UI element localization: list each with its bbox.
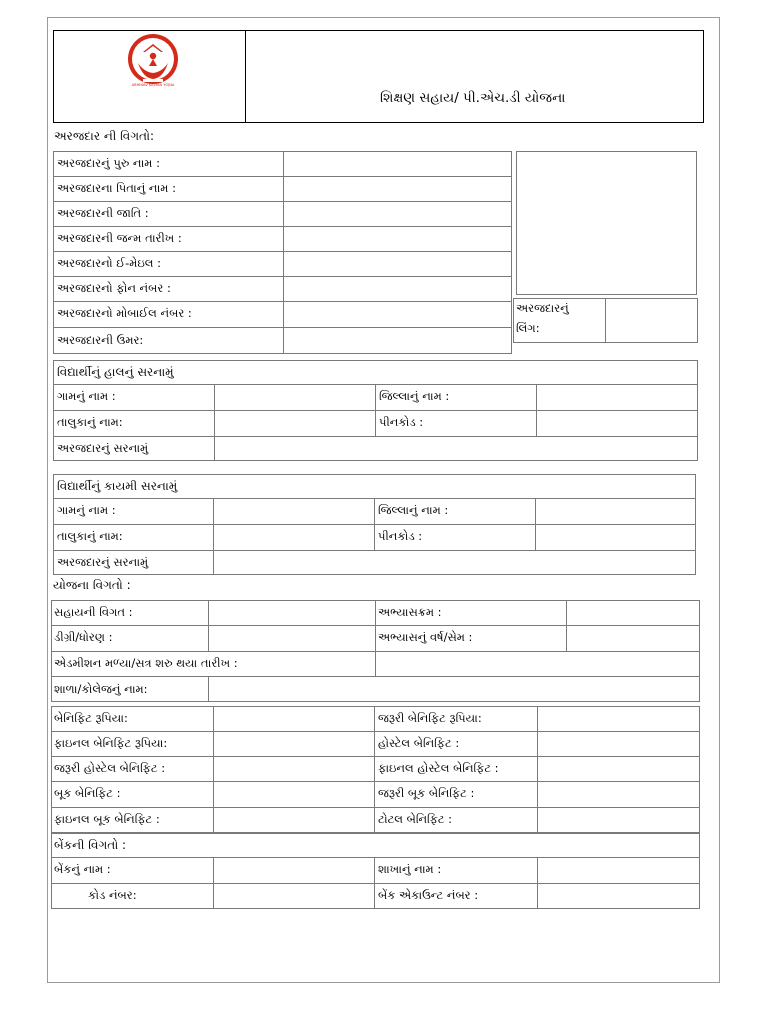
photo-box[interactable] (516, 151, 697, 295)
aid-detail-field[interactable] (209, 601, 375, 625)
age-field[interactable] (284, 328, 511, 353)
col-divider (374, 857, 375, 909)
permanent-village-field[interactable] (214, 499, 374, 524)
scheme-section-title: યોજના વિગતો : (53, 578, 131, 592)
book-benefit-label: બૂક બેનિફિટ : (54, 786, 121, 800)
school-name-field[interactable] (209, 677, 699, 701)
required-hostel-label: જરૂરી હોસ્ટેલ બેનિફિટ : (54, 761, 166, 775)
caste-field[interactable] (284, 202, 511, 226)
study-year-field[interactable] (567, 626, 699, 651)
birth-date-label: અરજદારની જન્મ તારીખ : (57, 231, 182, 245)
email-label: અરજદારનો ઈ-મેઇલ : (57, 256, 162, 270)
email-field[interactable] (284, 252, 511, 276)
full-name-label: અરજદારનું પુરુ નામ : (57, 156, 160, 170)
institution-logo (121, 32, 185, 88)
permanent-district-field[interactable] (536, 499, 695, 524)
aid-detail-label: સહાયની વિગત : (54, 605, 133, 619)
permanent-district-label: જિલ્લાનું નામ : (378, 503, 449, 517)
required-book-label: જરૂરી બૂક બેનિફિટ : (378, 786, 475, 800)
current-village-field[interactable] (215, 385, 375, 410)
current-taluka-field[interactable] (215, 411, 375, 436)
total-benefit-field[interactable] (538, 808, 699, 832)
hostel-benefit-field[interactable] (538, 732, 699, 756)
svg-text:ABHINAV KALYAN YOJNA: ABHINAV KALYAN YOJNA (131, 83, 175, 87)
form-title: શિક્ષણ સહાય/ પી.એચ.ડી યોજના (380, 90, 566, 106)
father-name-label: અરજદારના પિતાનું નામ : (57, 181, 176, 195)
permanent-taluka-field[interactable] (214, 525, 374, 550)
current-district-field[interactable] (537, 385, 697, 410)
required-benefit-label: જરૂરી બેનિફિટ રૂપિયા: (378, 711, 482, 725)
required-hostel-field[interactable] (214, 757, 374, 781)
total-benefit-label: ટોટલ બેનિફિટ : (378, 812, 453, 826)
hostel-benefit-label: હોસ્ટેલ બેનિફિટ : (378, 736, 460, 750)
caste-label: અરજદારની જાતિ : (57, 206, 149, 220)
course-label: અભ્યાસક્રમ : (378, 605, 442, 619)
age-label: અરજદારની ઉમર: (57, 333, 144, 347)
final-benefit-field[interactable] (214, 732, 374, 756)
branch-name-field[interactable] (538, 858, 699, 883)
permanent-address-label: અરજદારનું સરનામું (57, 555, 149, 569)
full-name-field[interactable] (284, 152, 511, 176)
benefit-amount-field[interactable] (214, 707, 374, 731)
required-benefit-field[interactable] (538, 707, 699, 731)
father-name-field[interactable] (284, 177, 511, 201)
code-number-label: કોડ નંબર: (88, 888, 137, 902)
account-number-field[interactable] (538, 884, 699, 908)
book-benefit-field[interactable] (214, 782, 374, 807)
bank-section-title: બેંકની વિગતો : (54, 838, 127, 852)
col-divider (374, 498, 375, 550)
mobile-field[interactable] (284, 302, 511, 327)
final-book-field[interactable] (214, 808, 374, 832)
degree-label: ડીગ્રી/ધોરણ : (54, 630, 113, 644)
phone-label: અરજદારનો ફોન નંબર : (57, 281, 171, 295)
current-address-field[interactable] (215, 437, 697, 460)
course-field[interactable] (567, 601, 699, 625)
permanent-pincode-label: પીનકોડ : (378, 529, 423, 543)
permanent-address-title: વિદ્યાર્થીનું કાયમી સરનામું (57, 479, 178, 493)
permanent-pincode-field[interactable] (536, 525, 695, 550)
bank-name-label: બેંકનું નામ : (54, 862, 111, 876)
degree-field[interactable] (209, 626, 375, 651)
current-address-title: વિદ્યાર્થીનું હાલનું સરનામું (57, 365, 174, 379)
study-year-label: અભ્યાસનું વર્ષ/સેમ : (378, 630, 473, 644)
gender-field[interactable] (606, 299, 697, 342)
bank-name-field[interactable] (214, 858, 374, 883)
current-pincode-label: પીનકોડ : (379, 415, 424, 429)
current-taluka-label: તાલુકાનું નામ: (57, 415, 123, 429)
final-hostel-field[interactable] (538, 757, 699, 781)
mobile-label: અરજદારનો મોબાઈલ નંબર : (57, 306, 192, 320)
permanent-taluka-label: તાલુકાનું નામ: (57, 529, 123, 543)
col-divider (375, 384, 376, 436)
final-book-label: ફાઇનલ બૂક બેનિફિટ : (54, 812, 160, 826)
benefit-amount-label: બેનિફિટ રૂપિયા: (54, 711, 128, 725)
required-book-field[interactable] (538, 782, 699, 807)
admission-date-label: એડમીશન મળ્યા/સત્ર શરુ થયા તારીખ : (54, 656, 238, 670)
admission-date-field[interactable] (376, 652, 699, 676)
current-village-label: ગામનું નામ : (57, 389, 116, 403)
gender-label-line2: લિંગ: (516, 321, 540, 335)
birth-date-field[interactable] (284, 227, 511, 251)
col-divider (374, 706, 375, 833)
final-hostel-label: ફાઇનલ હોસ્ટેલ બેનિફિટ : (378, 761, 499, 775)
account-number-label: બેંક એકાઉન્ટ નંબર : (378, 888, 479, 902)
permanent-address-field[interactable] (214, 551, 695, 574)
code-number-field[interactable] (214, 884, 374, 908)
permanent-village-label: ગામનું નામ : (57, 503, 116, 517)
school-name-label: શાળા/કોલેજનું નામ: (54, 682, 148, 696)
header-divider (245, 30, 246, 123)
current-address-label: અરજદારનું સરનામું (57, 441, 149, 455)
branch-name-label: શાખાનું નામ : (378, 862, 442, 876)
final-benefit-label: ફાઇનલ બેનિફિટ રૂપિયા: (54, 736, 168, 750)
gender-label-line1: અરજદારનું (516, 301, 569, 315)
phone-field[interactable] (284, 277, 511, 301)
current-district-label: જિલ્લાનું નામ : (379, 389, 450, 403)
applicant-section-title: અરજદાર ની વિગતો: (54, 129, 155, 143)
current-pincode-field[interactable] (537, 411, 697, 436)
